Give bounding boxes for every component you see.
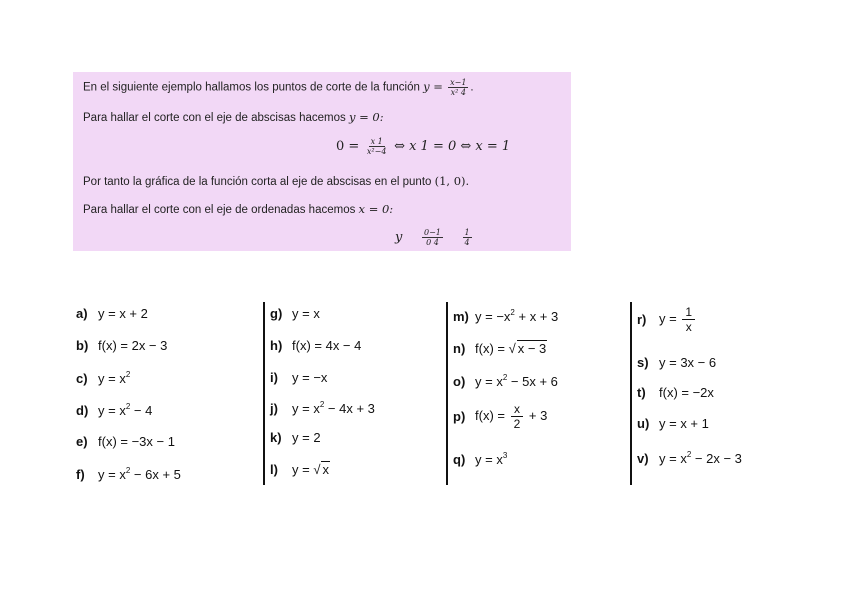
example-line-6-fraction [422, 228, 443, 247]
exercise-expression: $y = x^2$ [98, 370, 131, 386]
exercise-label: s) [637, 355, 649, 370]
exercise-u [637, 416, 709, 431]
exercise-label: h) [270, 338, 283, 353]
exercise-l [270, 462, 330, 477]
fraction-denominator: x² 4 [450, 88, 466, 97]
exercise-label: t) [637, 385, 646, 400]
exercise-expression: y = 2 [292, 430, 321, 445]
example-line-2 [83, 110, 384, 124]
exercise-label: q) [453, 451, 466, 467]
example-line-2-math: y = 0: [348, 110, 384, 124]
exercise-expression: f(x) = −2x [659, 385, 714, 400]
exercise-expression: y = x [292, 306, 320, 321]
example-line-6-lhs: y [395, 229, 403, 245]
exercise-label: j) [270, 400, 278, 416]
exercise-p [453, 402, 547, 431]
example-line-1-fraction [448, 78, 468, 97]
example-line-3-rhs: ⇔ x 1 = 0 ⇔ x = 1 [394, 138, 511, 154]
example-line-1-math: y = [423, 79, 443, 94]
exercise-expression: f(x) = √ x − 3 [475, 341, 547, 356]
exercise-label: f) [76, 466, 85, 482]
example-line-2-text: Para hallar el corte con el eje de abscisas hacemos [83, 112, 346, 124]
exercise-expression: f(x) = −3x − 1 [98, 434, 175, 449]
exercise-label: k) [270, 430, 282, 445]
exercise-expression: $y = x^3$ [475, 451, 508, 467]
example-line-5-text: Para hallar el corte con el eje de ordenadas hacemos [83, 204, 356, 216]
exercise-m [453, 308, 558, 324]
exercise-expression: $y = x^2 - 2x - 3$ [659, 450, 742, 466]
exercise-expression: f(x) = 2x − 3 [98, 338, 168, 353]
fraction-denominator: 0 4 [426, 238, 439, 247]
exercise-label: v) [637, 450, 649, 466]
exercise-label: u) [637, 416, 650, 431]
exercise-j [270, 400, 375, 416]
exercise-r [637, 305, 697, 334]
exercise-t [637, 385, 714, 400]
exercise-expression: y = −x [292, 370, 328, 385]
exercise-d [76, 402, 152, 418]
exercise-fraction: $\frac{1}{x}$ [682, 305, 695, 334]
example-line-3 [336, 137, 510, 156]
exercise-expression: y = √ x [292, 462, 329, 477]
example-line-1 [83, 78, 474, 97]
exercise-label: e) [76, 434, 88, 449]
fraction-denominator: 4 [464, 238, 470, 247]
example-line-5 [83, 202, 393, 216]
exercise-label: c) [76, 370, 88, 386]
exercise-b [76, 338, 167, 353]
example-line-3-fraction [365, 137, 389, 156]
example-box [73, 72, 571, 251]
example-line-4-math: (1, 0). [434, 174, 470, 188]
exercise-label: a) [76, 306, 88, 321]
exercise-a [76, 306, 148, 321]
exercise-expression: f(x) = $\frac{x}{2}$ + 3 [475, 402, 548, 431]
exercise-expression: $y = x^2 - 5x + 6$ [475, 373, 558, 389]
exercise-o [453, 373, 558, 389]
exercise-label: n) [453, 341, 466, 356]
column-separator-3 [630, 302, 632, 485]
example-line-1-end: . [470, 81, 474, 94]
exercise-label: i) [270, 370, 278, 385]
exercise-k [270, 430, 321, 445]
fraction-numerator: x 1 [370, 137, 383, 146]
exercise-c [76, 370, 130, 386]
exercise-expression: $y = x^2 - 4$ [98, 402, 153, 418]
example-line-4 [83, 174, 469, 188]
example-line-1-text: En el siguiente ejemplo hallamos los puntos de corte de la función [83, 81, 420, 94]
column-separator-2 [446, 302, 448, 485]
exercise-expression: $y = -x^2 + x + 3$ [475, 308, 559, 324]
exercise-label: m) [453, 308, 469, 324]
example-line-6 [395, 228, 474, 247]
exercise-expression: y = $\frac{1}{x}$ [659, 305, 697, 334]
fraction-numerator: 1 [464, 228, 470, 237]
fraction-denominator: x²−4 [366, 147, 387, 156]
example-line-6-fraction-2 [463, 228, 472, 247]
exercise-g [270, 306, 320, 321]
exercise-f [76, 466, 181, 482]
exercise-expression: y = x + 1 [659, 416, 709, 431]
exercise-e [76, 434, 175, 449]
exercise-v [637, 450, 742, 466]
exercise-q [453, 451, 507, 467]
exercise-h [270, 338, 361, 353]
exercise-label: l) [270, 462, 278, 477]
example-line-3-lhs: 0 = [336, 138, 360, 154]
exercise-s [637, 355, 716, 370]
exercise-expression: y = x + 2 [98, 306, 148, 321]
example-line-4-text: Por tanto la gráfica de la función corta al eje de abscisas en el punto [83, 176, 432, 188]
exercise-label: o) [453, 373, 466, 389]
fraction-numerator: 0−1 [423, 228, 441, 237]
exercise-expression: f(x) = 4x − 4 [292, 338, 362, 353]
exercise-n [453, 341, 547, 356]
exercise-label: g) [270, 306, 283, 321]
exercise-label: d) [76, 402, 89, 418]
exercise-expression: y = 3x − 6 [659, 355, 717, 370]
exercise-i [270, 370, 327, 385]
exercise-label: r) [637, 312, 647, 327]
fraction-numerator: x−1 [450, 78, 467, 87]
exercise-fraction: $\frac{x}{2}$ [511, 402, 524, 431]
exercise-expression: $y = x^2 - 4x + 3$ [292, 400, 375, 416]
example-line-5-math: x = 0: [358, 202, 394, 216]
column-separator-1 [263, 302, 265, 485]
exercise-expression: $y = x^2 - 6x + 5$ [98, 466, 181, 482]
exercise-label: p) [453, 409, 466, 424]
exercise-label: b) [76, 338, 89, 353]
